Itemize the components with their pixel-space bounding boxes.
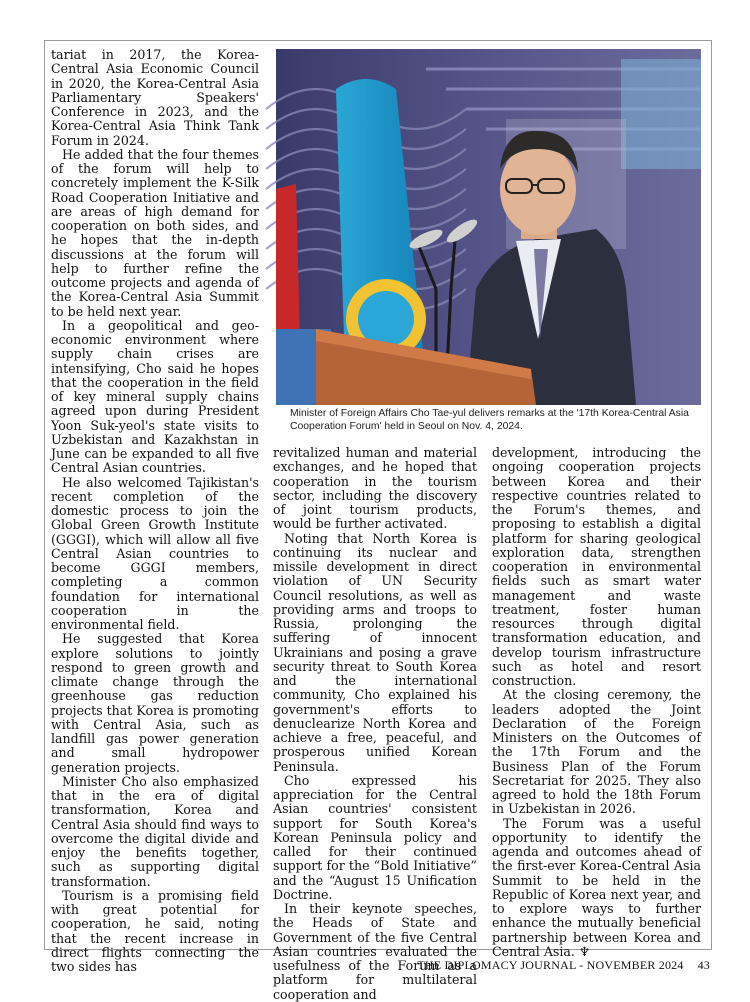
paragraph: He suggested that Korea explore solutions to jointly respond to green growth and climate change through the greenhouse gas reduction projects that Korea is promoting with Central Asia, such as landfill gas power generation and small hydropower generation projects. (51, 631, 259, 775)
minister-at-podium-image (276, 49, 701, 405)
paragraph: In their keynote speeches, the Heads of State and Government of the five Central Asian countries evaluated the usefulness of the Forum as a platform for multilateral cooperation and (273, 901, 477, 1002)
paragraph: Tourism is a promising field with great potential for cooperation, he said, noting that the recent increase in direct flights connecting the two sides has (51, 887, 259, 974)
article-column-3 (492, 445, 701, 959)
paragraph: development, introducing the ongoing cooperation projects between Korea and their respective countries related to the Forum's themes, and proposing to establish a digital platform for sharing geological exploration data, strengthen cooperation in environmental fields such as smart water management and waste treatment, foster human resources through digital transformation education, and develop tourism infrastructure such as hotel and resort construction. (492, 445, 701, 688)
paragraph: Cho expressed his appreciation for the Central Asian countries' consistent support for South Korea's Korean Peninsula policy and called for their continued support for the “Bold Initiative” and the “August 15 Unification Doctrine. (273, 772, 477, 902)
paragraph: Noting that North Korea is continuing its nuclear and missile development in direct violation of UN Security Council resolutions, as well as providing arms and troops to Russia, prolonging the suffering of innocent Ukrainians and posing a grave security threat to South Korea and the international community, Cho explained his government's efforts to denuclearize North Korea and achieve a free, peaceful, and prosperous unified Korean Peninsula. (273, 530, 477, 774)
paragraph: He also welcomed Tajikistan's recent completion of the domestic process to join the Global Green Growth Institute (GGGI), which will allow all five Central Asian countries to become GGGI members, completing a common foundation for international cooperation in the environmental field. (51, 474, 259, 632)
paragraph: tariat in 2017, the Korea-Central Asia Economic Council in 2020, the Korea-Central Asia Parliamentary Speakers' Conference in 2023, and the Korea-Central Asia Think Tank Forum in 2024. (51, 47, 259, 148)
article-column-2 (273, 445, 477, 1002)
article-column-1 (51, 47, 259, 974)
page-footer (0, 958, 710, 973)
paragraph: At the closing ceremony, the leaders adopted the Joint Declaration of the Foreign Ministers on the Outcomes of the 17th Forum and the Business Plan of the Forum Secretariat for 2025. They also agreed to hold the 18th Forum in Uzbekistan in 2026. (492, 687, 701, 817)
article-photo (276, 49, 701, 405)
paragraph: The Forum was a useful opportunity to identify the agenda and outcomes ahead of the first-ever Korea-Central Asia Summit to be held in the Republic of Korea next year, and to explore ways to further enhance the mutually beneficial partnership between Korea and Central Asia. ♆ (492, 815, 701, 959)
publication-name: THE DIPLOMACY JOURNAL - NOVEMBER 2024 (417, 958, 684, 972)
paragraph: revitalized human and material exchanges, and he hoped that cooperation in the tourism sector, including the discovery of joint tourism products, would be further activated. (273, 445, 477, 532)
paragraph: He added that the four themes of the forum will help to concretely implement the K-Silk Road Cooperation Initiative and are areas of high demand for cooperation on both sides, and he hopes that the in-depth discussions at the forum will help to further refine the outcome projects and agenda of the Korea-Central Asia Summit to be held next year. (51, 146, 259, 319)
paragraph: Minister Cho also emphasized that in the era of digital transformation, Korea and Central Asia should find ways to overcome the digital divide and enjoy the benefits together, such as supporting digital transformation. (51, 773, 259, 889)
photo-caption: Minister of Foreign Affairs Cho Tae-yul delivers remarks at the '17th Korea-Central Asia Cooperation Forum' held in Seoul on Nov. 4, 2024. (290, 408, 689, 432)
page-number: 43 (697, 958, 710, 972)
paragraph: In a geopolitical and geo-economic environment where supply chain crises are intensifying, Cho said he hopes that the cooperation in the field of key mineral supply chains agreed upon during President Yoon Suk-yeol's state visits to Uzbekistan and Kazakhstan in June can be expanded to all five Central Asian countries. (51, 317, 259, 476)
